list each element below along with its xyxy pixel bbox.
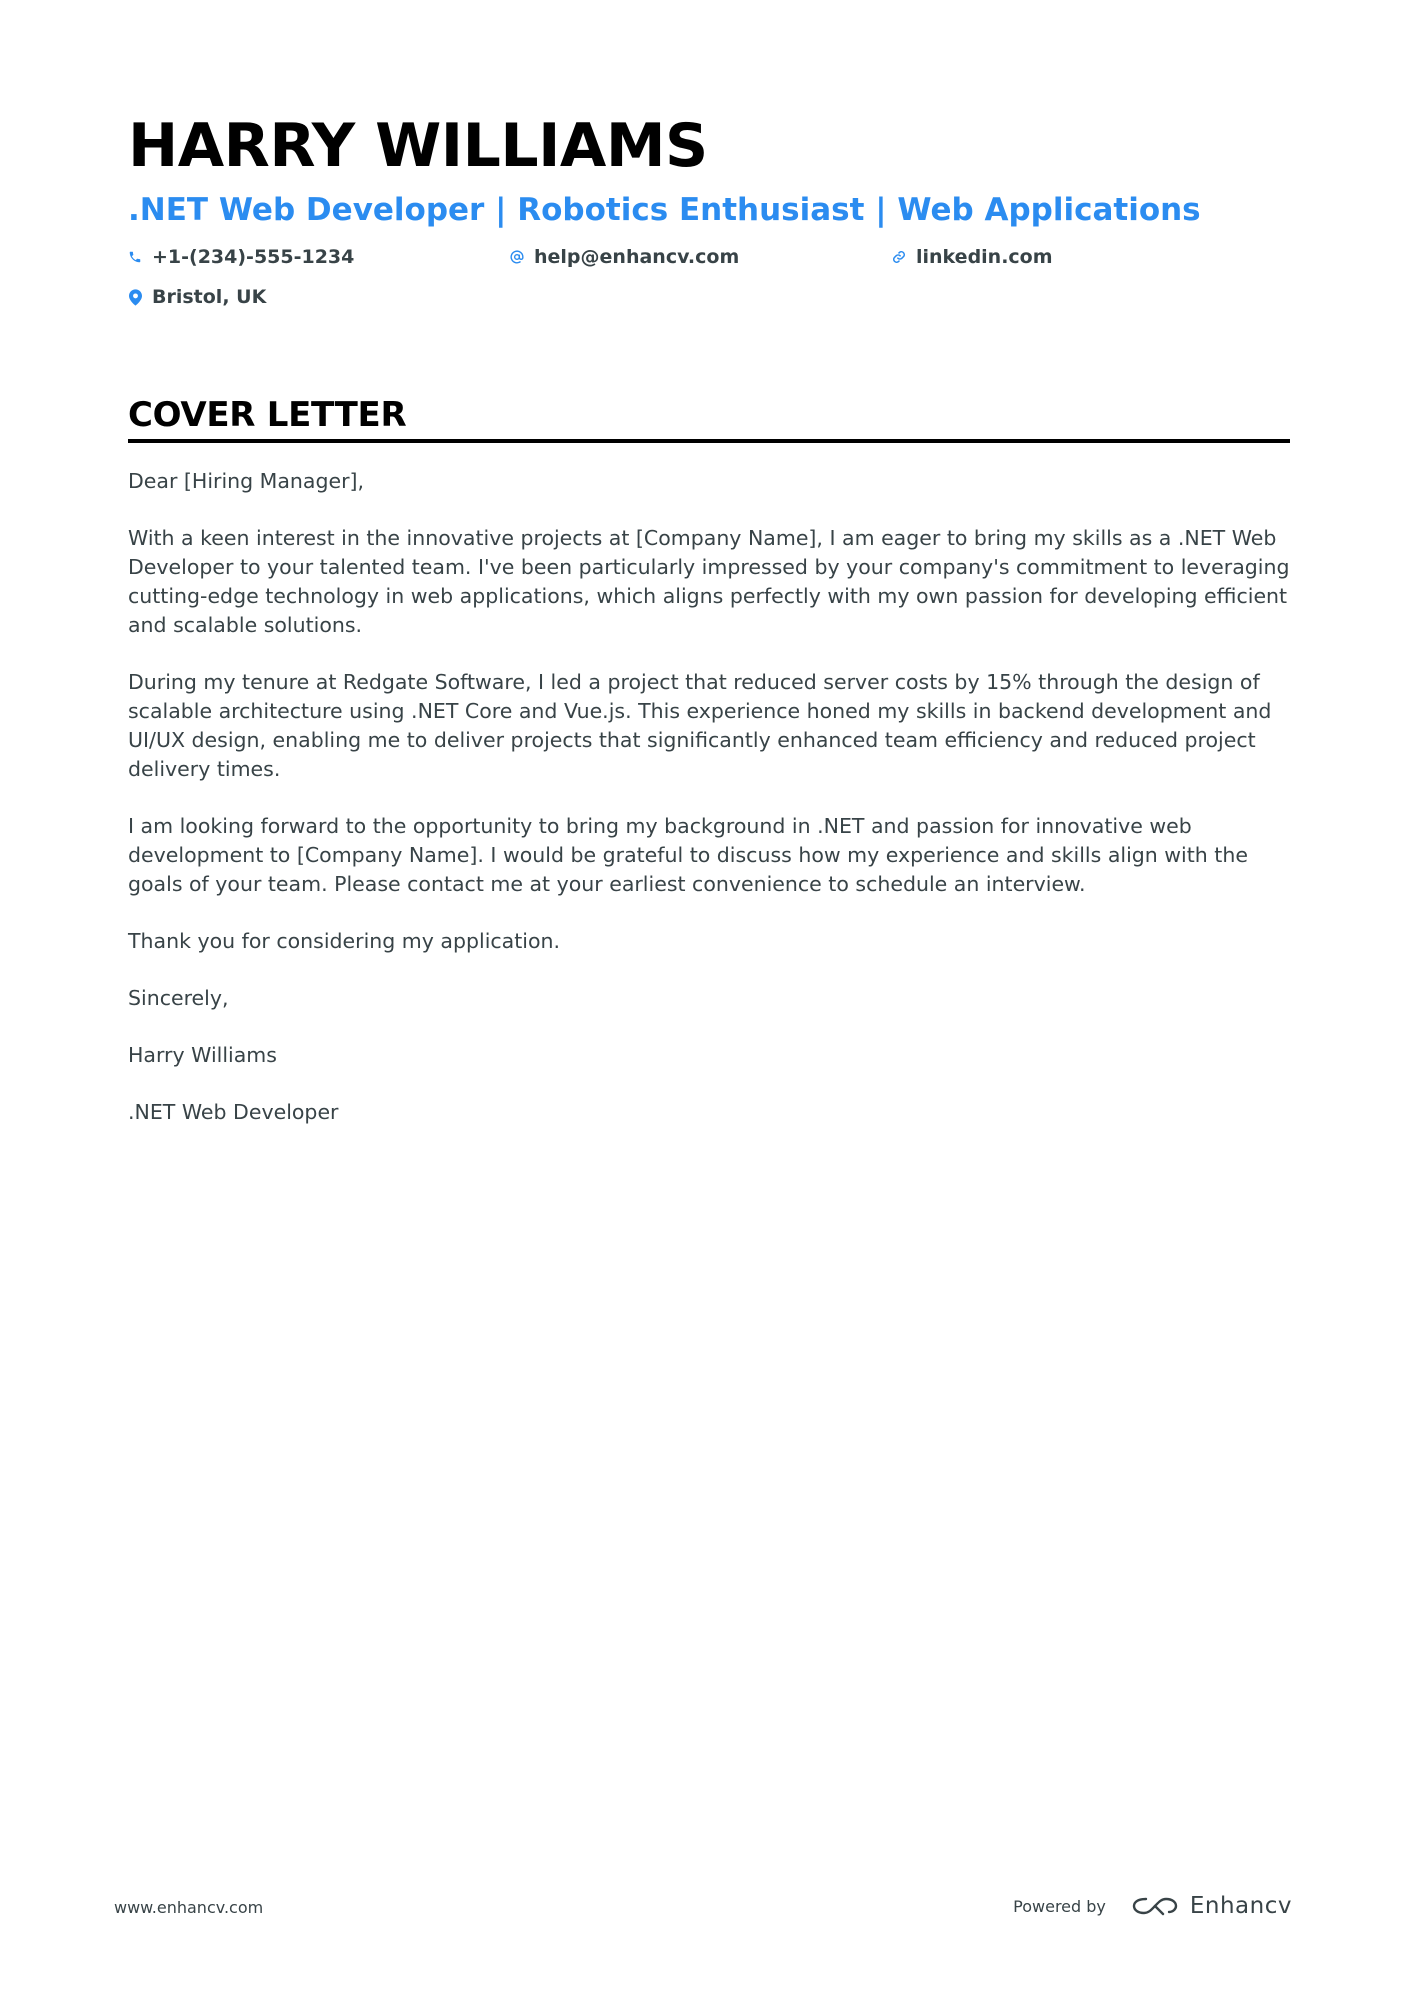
section-title: COVER LETTER	[128, 395, 407, 435]
footer-url-link[interactable]: www.enhancv.com	[114, 1898, 264, 1917]
enhancv-logo-icon	[1132, 1894, 1178, 1918]
letter-thanks: Thank you for considering my application.	[128, 929, 561, 953]
letter-body	[128, 467, 1290, 1127]
contact-phone	[128, 244, 510, 270]
contact-link[interactable]	[892, 244, 1274, 270]
letter-paragraph: With a keen interest in the innovative projects at [Company Name], I am eager to bring my skills as a .NET Web Developer to your talented team. I've been particularly impressed by your company's commitment to leveraging cutting-edge technology in web applications, which aligns perfectly with my own passion for developing efficient and scalable solutions.	[128, 526, 1290, 637]
cover-letter-section	[128, 393, 1290, 1155]
section-divider	[128, 439, 1290, 443]
brand-name: Enhancv	[1189, 1893, 1292, 1919]
letter-greeting: Dear [Hiring Manager],	[128, 469, 365, 493]
candidate-name: HARRY WILLIAMS	[128, 111, 708, 181]
signature-name: Harry Williams	[128, 1043, 277, 1067]
contact-list	[128, 244, 1290, 310]
powered-by-badge[interactable]	[1013, 1888, 1292, 1924]
letter-paragraph: During my tenure at Redgate Software, I led a project that reduced server costs by 15% through the design of scalable architecture using .NET Core and Vue.js. This experience honed my skills in backend development and UI/UX design, enabling me to deliver projects that significantly enhanced team efficiency and reduced project delivery times.	[128, 670, 1272, 781]
map-pin-icon	[128, 288, 142, 306]
signature-title: .NET Web Developer	[128, 1100, 339, 1124]
candidate-headline: .NET Web Developer | Robotics Enthusiast | Web Applications	[128, 192, 1201, 228]
email-text[interactable]: help@enhancv.com	[534, 246, 740, 268]
location-text: Bristol, UK	[152, 286, 267, 308]
phone-icon	[128, 248, 142, 266]
header	[128, 110, 1290, 310]
link-icon	[892, 248, 906, 266]
footer	[114, 1888, 1292, 1924]
link-text[interactable]: linkedin.com	[916, 246, 1053, 268]
at-icon	[510, 248, 524, 266]
contact-email[interactable]	[510, 244, 892, 270]
letter-closing: Sincerely,	[128, 986, 229, 1010]
phone-text: +1-(234)-555-1234	[152, 246, 355, 268]
powered-by-label: Powered by	[1013, 1896, 1106, 1916]
letter-paragraph: I am looking forward to the opportunity to bring my background in .NET and passion for innovative web development to [Company Name]. I would be grateful to discuss how my experience and skills align with the goals of your team. Please contact me at your earliest convenience to schedule an interview.	[128, 814, 1248, 896]
contact-location	[128, 284, 510, 310]
